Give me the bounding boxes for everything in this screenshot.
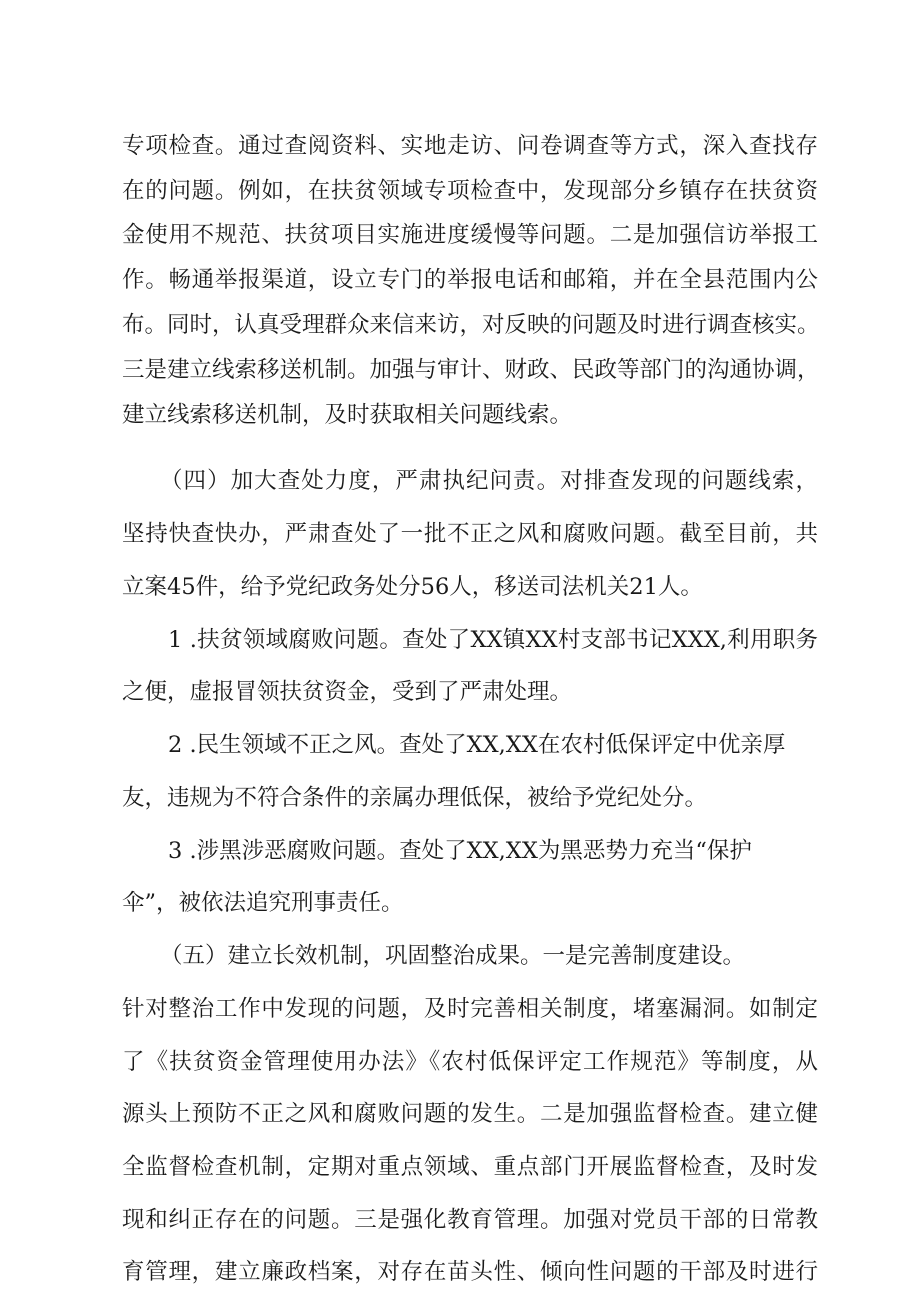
list-item-line: 2 .民生领域不正之风。查处了XX,XX在农村低保评定中优亲厚 — [168, 732, 786, 758]
text-line: 育管理，建立廉政档案，对存在苗头性、倾向性问题的干部及时进行 — [122, 1259, 818, 1285]
text-line: 立案45件，给予党纪政务处分56人，移送司法机关21人。 — [122, 574, 703, 600]
text-line: 友，违规为不符合条件的亲属办理低保，被给予党纪处分。 — [122, 785, 708, 811]
section-heading-line: （四）加大查处力度，严肃执纪问责。对排查发现的问题线索， — [160, 468, 818, 494]
text-line: 现和纠正存在的问题。三是强化教育管理。加强对党员干部的日常教 — [122, 1207, 818, 1233]
text-line: 坚持快查快办，严肃查处了一批不正之风和腐败问题。截至目前，共 — [122, 521, 818, 547]
text-line: 布。同时，认真受理群众来信来访，对反映的问题及时进行调查核实。 — [122, 312, 820, 338]
text-line: 源头上预防不正之风和腐败问题的发生。二是加强监督检查。建立健 — [122, 1101, 818, 1127]
text-line: 在的问题。例如，在扶贫领域专项检查中，发现部分乡镇存在扶贫资 — [122, 178, 818, 204]
text-line: 了《扶贫资金管理使用办法》《农村低保评定工作规范》等制度，从 — [122, 1049, 818, 1075]
text-line: 三是建立线索移送机制。加强与审计、财政、民政等部门的沟通协调， — [122, 357, 820, 383]
text-line: 伞”，被依法追究刑事责任。 — [122, 890, 404, 916]
text-line: 金使用不规范、扶贫项目实施进度缓慢等问题。二是加强信访举报工 — [122, 222, 818, 248]
list-item-line: 3 .涉黑涉恶腐败问题。查处了XX,XX为黑恶势力充当“保护 — [168, 838, 752, 864]
list-item-line: 1 .扶贫领域腐败问题。查处了XX镇XX村支部书记XXX,利用职务 — [168, 627, 818, 653]
text-line: 全监督检查机制，定期对重点领域、重点部门开展监督检查，及时发 — [122, 1154, 818, 1180]
text-line: 专项检查。通过查阅资料、实地走访、问卷调查等方式，深入查找存 — [122, 133, 818, 159]
section-heading-line: （五）建立长效机制，巩固整治成果。一是完善制度建设。 — [160, 943, 746, 969]
text-line: 建立线索移送机制，及时获取相关问题线索。 — [122, 402, 573, 428]
text-line: 针对整治工作中发现的问题，及时完善相关制度，堵塞漏洞。如制定 — [122, 996, 818, 1022]
text-line: 之便，虚报冒领扶贫资金，受到了严肃处理。 — [122, 679, 573, 705]
text-line: 作。畅通举报渠道，设立专门的举报电话和邮箱，并在全县范围内公 — [122, 267, 818, 293]
